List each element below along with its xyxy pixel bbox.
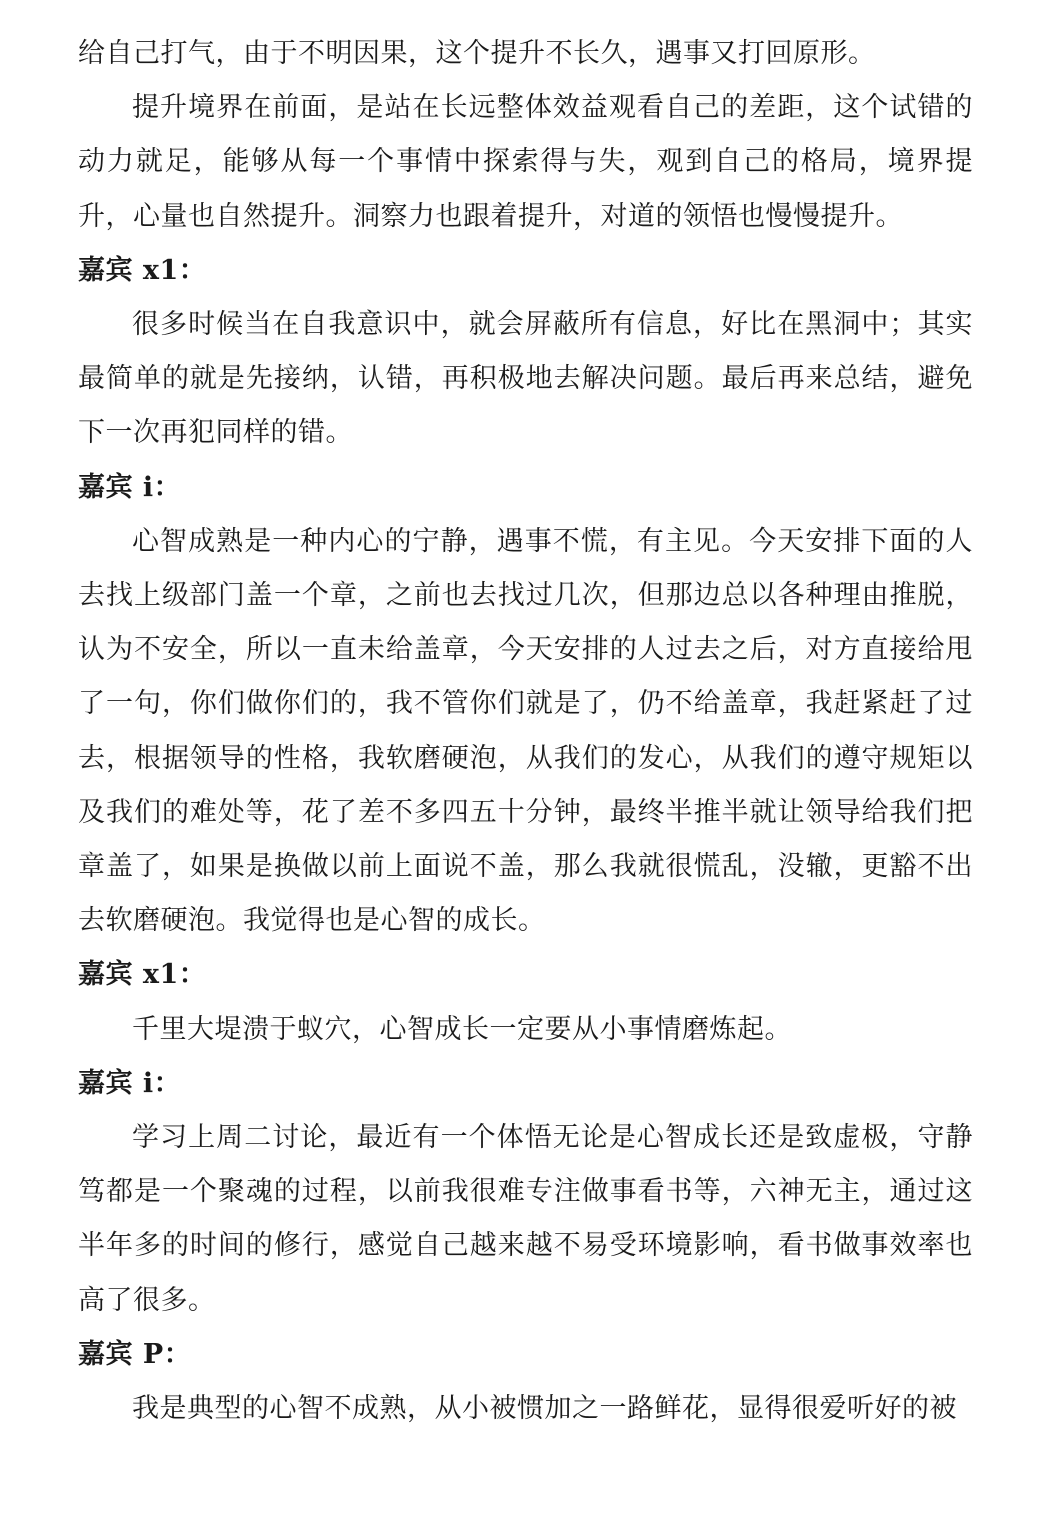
paragraph: 我是典型的心智不成熟，从小被惯加之一路鲜花，显得很爱听好的被 xyxy=(132,1393,957,1425)
paragraph: 提升境界在前面，是站在长远整体效益观看自己的差距，这个试错的动力就足，能够从每一个事情中探索得与失，观到自己的格局，境界提升，心量也自然提升。洞察力也跟着提升，对道的领悟也慢慢提升。 xyxy=(78,92,973,232)
paragraph: 学习上周二讨论，最近有一个体悟无论是心智成长还是致虚极，守静笃都是一个聚魂的过程，以前我很难专注做事看书等，六神无主，通过这半年多的时间的修行，感觉自己越来越不易受环境影响，看书做事效率也高了很多。 xyxy=(78,1122,973,1316)
speaker-label: 嘉宾 i： xyxy=(78,1067,182,1099)
speaker-label: 嘉宾 i： xyxy=(78,471,182,503)
speaker-label: 嘉宾 x1： xyxy=(78,959,207,991)
speaker-label: 嘉宾 P： xyxy=(78,1338,192,1370)
paragraph: 心智成熟是一种内心的宁静，遇事不慌，有主见。今天安排下面的人去找上级部门盖一个章，之前也去找过几次，但那边总以各种理由推脱，认为不安全，所以一直未给盖章，今天安排的人过去之后，对方直接给甩了一句，你们做你们的，我不管你们就是了，仍不给盖章，我赶紧赶了过去，根据领导的性格，我软磨硬泡，从我们的发心，从我们的遵守规矩以及我们的难处等，花了差不多四五十分钟，最终半推半就让领导给我们把章盖了，如果是换做以前上面说不盖，那么我就很慌乱，没辙，更豁不出去软磨硬泡。我觉得也是心智的成长。 xyxy=(78,525,973,937)
paragraph: 给自己打气，由于不明因果，这个提升不长久，遇事又打回原形。 xyxy=(78,38,876,69)
speaker-label: 嘉宾 x1： xyxy=(78,254,207,286)
paragraph: 很多时候当在自我意识中，就会屏蔽所有信息，好比在黑洞中；其实最简单的就是先接纳，认错，再积极地去解决问题。最后再来总结，避免下一次再犯同样的错。 xyxy=(78,309,973,449)
document-body xyxy=(78,27,973,1436)
paragraph: 千里大堤溃于蚁穴，心智成长一定要从小事情磨炼起。 xyxy=(132,1013,792,1045)
document-page xyxy=(78,27,973,1436)
